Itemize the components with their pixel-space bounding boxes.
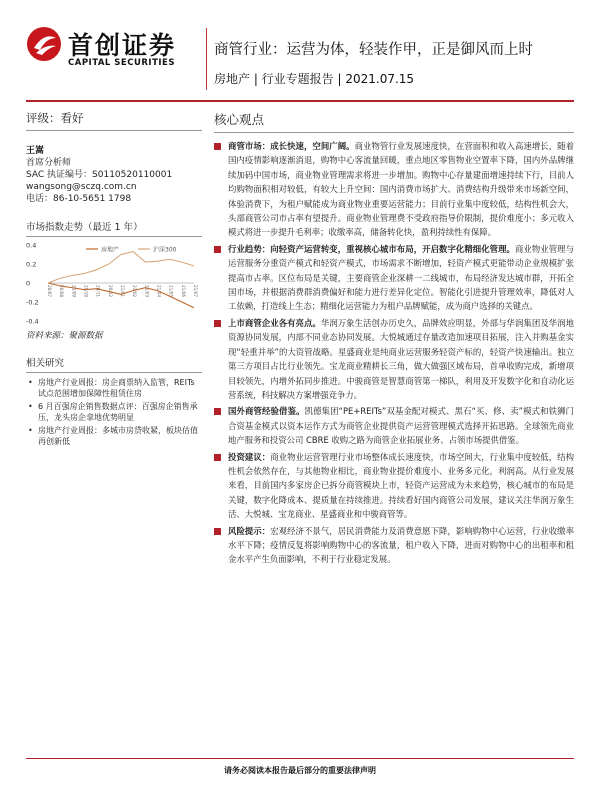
x-tick-label: 21/03	[144, 285, 150, 298]
bullet-icon: •	[28, 402, 33, 411]
square-bullet-icon	[214, 408, 221, 415]
point-lead: 上市商管企业各有亮点。	[228, 317, 321, 328]
analyst-info	[26, 145, 202, 205]
report-title: 商管行业：运营为体，轻装作甲，正是御风而上时	[214, 42, 533, 58]
related-item[interactable]	[26, 377, 202, 399]
square-bullet-icon	[214, 320, 221, 327]
related-item[interactable]	[26, 401, 202, 423]
y-tick-label: 0	[26, 279, 31, 288]
related-item-text: 房地产行业周报：多城市房贷收紧，板块估值再创新低	[38, 426, 198, 446]
point-text: 商业物业管理与运营服务分重资产模式和轻资产模式，市场需求不断增加，轻资产模式更能带动企业规模扩张提高市占率。区位布局是关键，主要商管企业深耕一二线城市，布局经济发达城市群，开拓全国市场，并根据消费群消费偏好和能力进行差异化定位。智能化引进提升管理效率，降低对人工依赖，打造线上生态；精细化运营能力为租户品牌赋能，成为商户选择的关键点。	[228, 243, 575, 312]
point-lead: 行业趋势：向轻资产运营转变，重视核心城市布局，开启数字化精细化管理。	[228, 243, 515, 254]
point-investment	[214, 450, 574, 522]
chart-title: 市场指数走势（最近 1 年）	[26, 222, 143, 233]
square-bullet-icon	[214, 246, 221, 253]
analyst-phone: 电话：86-10-5651 1798	[26, 194, 132, 204]
point-lead: 风险提示：	[228, 525, 271, 536]
core-views-heading: 核心观点	[214, 112, 265, 127]
point-text: 华润万象生活创办历史久，品牌效应明显，外部与华润集团及华润地资源协同发展，内部不同业态协同发展。大悦城通过存量改造加速项目拓展，注入并购基金实现“轻重并举”的大资管战略。星盛商业是纯商业运营服务轻资产标的，轻资产快速输出。独立第三方项目占比行业领先。宝龙商业精耕长三角，做大做强区域布局，首单收购完成，新增项目较领先，内增外拓同步推进。中骏商管是智慧商管第一梯队，利用及开发数字化和自动化运营系统，科技解决方案增强竞争力。	[228, 317, 575, 400]
company-logo	[26, 22, 201, 78]
x-tick-label: 20/11	[95, 285, 101, 298]
footer-rule	[26, 758, 574, 759]
y-tick-label: -0.4	[26, 317, 39, 326]
header-rule	[26, 100, 574, 102]
rating-value: 看好	[60, 111, 84, 125]
point-lead: 投资建议：	[228, 451, 271, 462]
y-tick-label: 0.4	[26, 241, 37, 250]
analyst-sac: SAC 执证编号：S0110520110001	[26, 170, 173, 180]
point-trend	[214, 242, 574, 314]
x-tick-label: 20/12	[107, 285, 113, 298]
capital-securities-logo-icon	[26, 26, 62, 62]
point-text: 商业物业运营管理行业市场整体成长速度快，市场空间大，行业集中度较低，结构性机会依然存在，与其他物业相比，商业物业提价难度小、业务多元化，利润高。从行业发展来看，目前国内多家房企已拆分商管模块上市，轻资产运营成为未来趋势，核心城市的布局是关键，数字化降成本、提质量在持续推进。持续看好国内商管公司发展，建议关注华润万象生活、大悦城、宝龙商业、星盛商业和中骏商管等。	[228, 451, 574, 520]
logo-english-name: CAPITAL SECURITIES	[68, 58, 175, 68]
legend-label: 房地产	[101, 246, 120, 254]
y-tick-label: 0.2	[26, 260, 37, 269]
point-overseas	[214, 404, 574, 447]
x-tick-label: 20/09	[71, 285, 77, 298]
square-bullet-icon	[214, 454, 221, 461]
related-item-text: 房地产行业周报：房企商票纳入监管，REITs 试点范围增加保障性租赁住房	[38, 378, 195, 398]
chart-svg	[26, 239, 202, 327]
x-tick-label: 21/02	[132, 285, 138, 298]
analyst-email: wangsong@sczq.com.cn	[26, 182, 137, 192]
x-tick-label: 21/01	[120, 285, 125, 298]
related-divider	[26, 372, 202, 373]
point-text: 凯德集团“PE+REITs”双基金配对模式、黑石“买、修、卖”模式和铁狮门合资基金模式以资本运作方式为商管企业提供资产运营管理模式选择开拓思路。全球领先商业地产服务和投资公司 CBRE 收购之路为商管企业拓展业务、占领市场提供借鉴。	[228, 406, 574, 446]
x-tick-label: 20/08	[59, 285, 65, 298]
legend-label: 沪深300	[153, 246, 177, 254]
y-tick-label: -0.2	[26, 298, 39, 307]
left-column	[26, 110, 202, 449]
chart-divider	[26, 236, 202, 237]
square-bullet-icon	[214, 528, 221, 535]
logo-chinese-name: 首创证券	[68, 31, 177, 60]
rating	[26, 110, 202, 126]
bullet-icon: •	[28, 426, 33, 435]
point-text: 商业物管行业发展速度快，在营面积和收入高速增长，随着国内疫情影响逐渐消退，购物中心客流量回暖，重点地区零售物业空置率下降，国内外品牌继续加码中国市场，商业物业管理需求将进一步增加。购物中心存量建面增速持续下行，目前人均购物面积相对较低，有较大上升空间：国内消费市场扩大、消费结构升级带来市场新空间，体验消费下，为租户赋能成为商业物业重要运营能力；目前行业集中度较低，结构性机会大，头部商管公司市占率有望提升。商业物业管理费不受政府指导价限制，提价难度小；多元收入模式将进一步提升毛利率；收缴率高，储备转化快，盈利持续性有保障。	[228, 141, 574, 238]
core-views-divider	[214, 132, 574, 133]
x-tick-label: 20/10	[83, 285, 89, 298]
footer-disclaimer: 请务必阅读本报告最后部分的重要法律声明	[224, 766, 376, 775]
bullet-icon: •	[28, 378, 33, 387]
report-header	[0, 0, 600, 98]
x-tick-label: 21/05	[168, 285, 174, 298]
related-research-heading: 相关研究	[26, 358, 65, 369]
point-listed-companies	[214, 316, 574, 402]
market-index-chart	[26, 239, 202, 327]
related-list	[26, 377, 202, 447]
point-market	[214, 139, 574, 240]
x-tick-label: 20/07	[47, 285, 52, 298]
chart-source: 资料来源：聚源数据	[26, 331, 103, 341]
related-item[interactable]	[26, 425, 202, 447]
x-tick-label: 21/06	[180, 285, 186, 298]
x-tick-label: 21/07	[193, 285, 198, 298]
header-divider	[206, 28, 207, 90]
analyst-title: 首席分析师	[26, 158, 72, 168]
related-item-text: 6 月百强房企销售数据点评：百强房企销售承压，龙头房企拿地优势明显	[38, 402, 198, 422]
series-line-1	[48, 252, 194, 283]
analyst-name: 王嵩	[26, 146, 45, 156]
point-text: 宏观经济不景气，居民消费能力及消费意愿下降，影响购物中心运营，行业收缴率水平下降；疫情反复将影响购物中心的客流量，租户收入下降，进而对购物中心的出租率和租金水平产生负面影响，不利于行业稳定发展。	[228, 525, 574, 565]
point-lead: 商管市场：成长快速，空间广阔。	[228, 141, 355, 151]
x-tick-label: 21/04	[156, 285, 162, 298]
main-column	[214, 110, 574, 569]
rating-label: 评级：	[26, 111, 61, 125]
report-subtitle: 房地产 | 行业专题报告 | 2021.07.15	[214, 72, 415, 86]
point-risk	[214, 524, 574, 567]
point-lead: 国外商管经验借鉴。	[228, 406, 305, 417]
rating-divider	[26, 130, 202, 131]
square-bullet-icon	[214, 143, 221, 150]
